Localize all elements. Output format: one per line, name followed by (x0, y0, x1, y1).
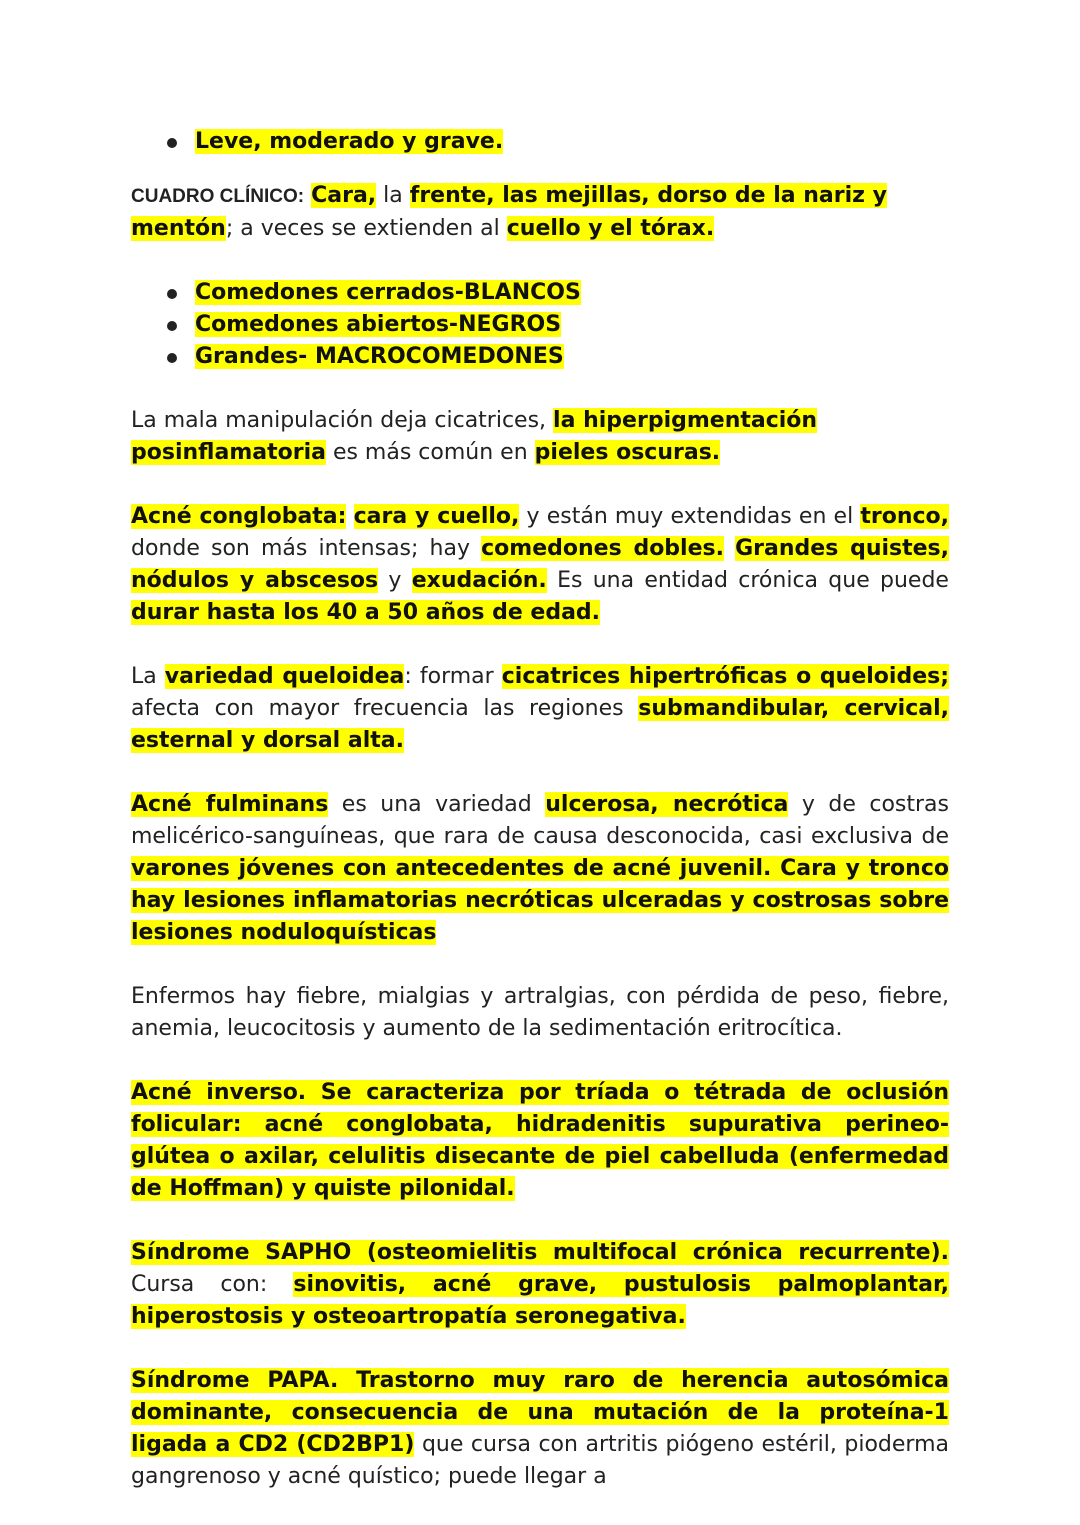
bullet-icon (167, 353, 177, 363)
list-item (167, 341, 949, 373)
comedones-list (131, 277, 949, 373)
enfermos-paragraph: Enfermos hay fiebre, mialgias y artralgias, con pérdida de peso, fiebre, anemia, leucocitosis y aumento de la sedimentación eritrocítica. (131, 984, 949, 1041)
highlight: Acné inverso. Se caracteriza por tríada o tétrada de oclusión folicular: acné conglobata, hidradenitis supurativa perineo-glútea o axilar, celulitis disecante de piel cabelluda (enfermedad de Hoffman) y quiste pilonidal. (131, 1080, 949, 1201)
sapho-paragraph (131, 1237, 949, 1333)
highlight: Cara, (311, 183, 377, 208)
text: Es una entidad crónica que puede (546, 568, 949, 593)
manipulacion-paragraph (131, 405, 949, 469)
text: que cursa con artritis piógeno estéril, pioderma gangrenoso y acné quístico; puede llegar a (131, 1432, 949, 1489)
bullet-icon (167, 138, 177, 148)
highlight: pieles oscuras. (534, 440, 721, 465)
highlight: Síndrome SAPHO (osteomielitis multifocal crónica recurrente). (131, 1240, 949, 1265)
text: afecta con mayor frecuencia las regiones (131, 696, 639, 721)
queloidea-paragraph (131, 661, 949, 757)
highlight: durar hasta los 40 a 50 años de edad. (131, 600, 601, 625)
highlight: tronco, (860, 504, 950, 529)
highlight: exudación. (411, 568, 547, 593)
text: La mala manipulación deja cicatrices, (131, 408, 554, 433)
highlight: la hiperpigmentación posinflamatoria (131, 408, 818, 465)
highlight: submandibular, cervical, esternal y dorsal alta. (131, 696, 949, 753)
severity-text: Leve, moderado y grave. (195, 129, 504, 154)
fulminans-paragraph (131, 789, 949, 949)
text: donde son más intensas; hay (131, 536, 482, 561)
papa-paragraph (131, 1365, 949, 1493)
inverso-paragraph (131, 1077, 949, 1205)
list-item (167, 277, 949, 309)
highlight: sinovitis, acné grave, pustulosis palmoplantar, hiperostosis y osteoartropatía seronegativa. (131, 1272, 949, 1329)
highlight: cara y cuello, (353, 504, 520, 529)
document-page (131, 126, 949, 1493)
list-item-text: Comedones abiertos-NEGROS (195, 312, 562, 337)
highlight: comedones dobles. (481, 536, 724, 561)
bullet-icon (167, 321, 177, 331)
text: : formar (404, 664, 502, 689)
highlight: cuello y el tórax. (506, 216, 715, 241)
list-item-text: Grandes- MACROCOMEDONES (195, 344, 564, 369)
list-item (167, 126, 949, 158)
text: la (376, 183, 410, 208)
cuadro-clinico-paragraph (131, 180, 949, 245)
text: y (378, 568, 412, 593)
text: y están muy extendidas en el (519, 504, 861, 529)
text: es más común en (325, 440, 535, 465)
highlight: Síndrome PAPA. Trastorno muy raro de herencia autosómica dominante, consecuencia de una mutación de la proteína-1 ligada a CD2 (CD2BP1) (131, 1368, 949, 1457)
highlight: frente, las mejillas, dorso de la nariz y mentón (131, 183, 887, 241)
severity-list (131, 126, 949, 158)
highlight: Acné fulminans (131, 792, 329, 817)
highlight: cicatrices hipertróficas o queloides; (501, 664, 950, 689)
bullet-icon (167, 289, 177, 299)
highlight: Grandes quistes, nódulos y abscesos (131, 536, 950, 593)
highlight: variedad queloidea (164, 664, 405, 689)
text: y de costras melicérico-sanguíneas, que rara de causa desconocida, casi exclusiva de (131, 792, 949, 849)
list-item (167, 309, 949, 341)
highlight: varones jóvenes con antecedentes de acné juvenil. Cara y tronco hay lesiones inflamatorias necróticas ulceradas y costrosas sobre lesiones noduloquísticas (131, 856, 949, 945)
text: La (131, 664, 165, 689)
text: ; a veces se extienden al (225, 216, 507, 241)
section-label: CUADRO CLÍNICO: (131, 186, 305, 207)
conglobata-paragraph (131, 501, 949, 629)
highlight: Acné conglobata: (131, 504, 347, 529)
text: Cursa con: (131, 1272, 294, 1297)
text: es una variedad (328, 792, 546, 817)
list-item-text: Comedones cerrados-BLANCOS (195, 280, 581, 305)
highlight: ulcerosa, necrótica (545, 792, 789, 817)
